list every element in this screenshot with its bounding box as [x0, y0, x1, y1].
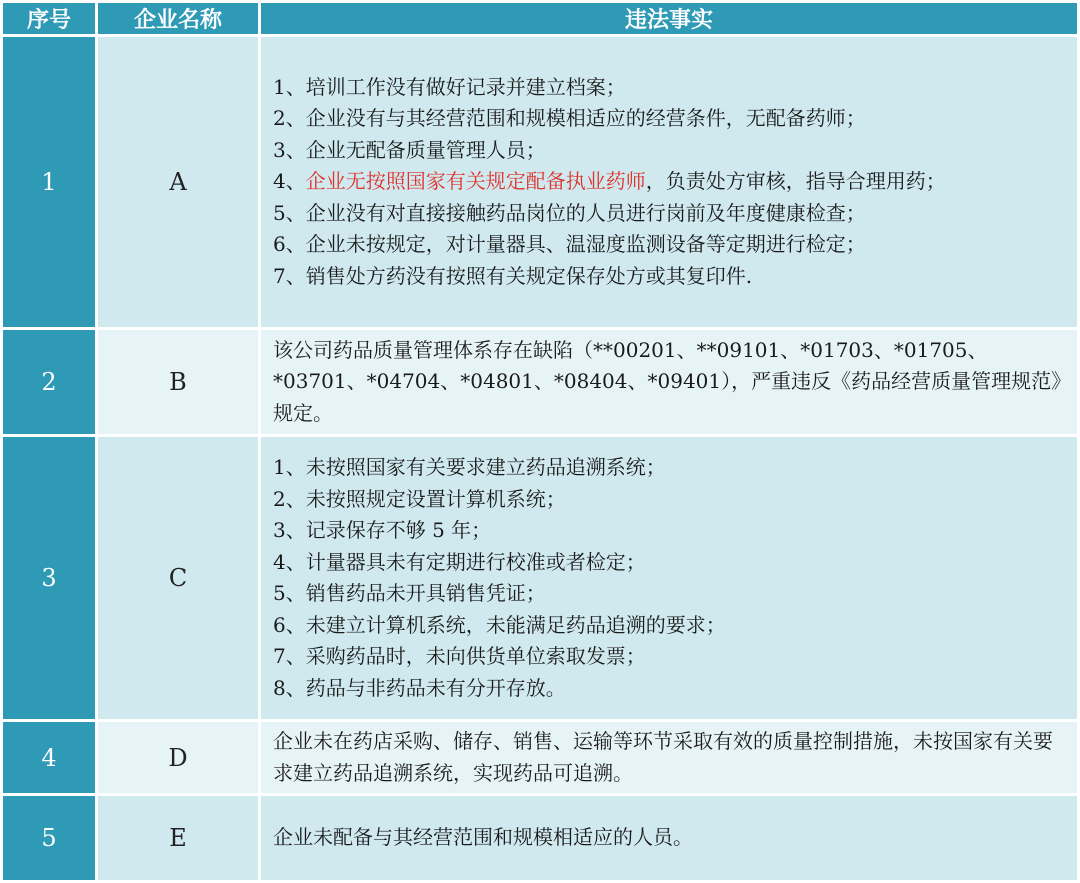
company-name: E [98, 796, 258, 880]
row-index: 5 [3, 796, 95, 880]
fact-line: 6、企业未按规定，对计量器具、温湿度监测设备等定期进行检定； [273, 232, 866, 257]
highlighted-violation: 企业无按照国家有关规定配备执业药师 [305, 169, 646, 194]
fact-number: 4、 [273, 169, 306, 194]
fact-line: 该公司药品质量管理体系存在缺陷（**00201、**09101、*01703、*01705、*03701、*04704、*04801、*08404、*09401），严重违反《药品经营质量管理规范》规定。 [273, 337, 1062, 425]
fact-line: 8、药品与非药品未有分开存放。 [273, 675, 566, 700]
table-row [3, 37, 1077, 327]
fact-line: 6、未建立计算机系统，未能满足药品追溯的要求； [273, 612, 726, 637]
fact-line: 7、采购药品时，未向供货单位索取发票； [273, 644, 646, 668]
fact-line: 1、培训工作没有做好记录并建立档案； [273, 74, 626, 99]
fact-line: 3、企业无配备质量管理人员； [273, 137, 546, 162]
company-name: A [98, 37, 258, 327]
fact-line: 3、记录保存不够 5 年； [273, 518, 492, 542]
header-facts: 违法事实 [261, 3, 1077, 34]
header-index: 序号 [3, 3, 95, 34]
company-name: D [98, 722, 258, 793]
header-company: 企业名称 [98, 3, 258, 34]
row-index: 4 [3, 722, 95, 793]
fact-line: 1、未按照国家有关要求建立药品追溯系统； [273, 455, 666, 479]
facts-cell [261, 437, 1077, 719]
facts-cell [261, 37, 1077, 327]
facts-cell [261, 722, 1077, 793]
table-row [3, 796, 1077, 880]
fact-line: 5、企业没有对直接接触药品岗位的人员进行岗前及年度健康检查； [273, 200, 866, 225]
fact-line: 企业未在药店采购、储存、销售、运输等环节采取有效的质量控制措施，未按国家有关要求建立药品追溯系统，实现药品可追溯。 [273, 729, 1053, 785]
row-index: 2 [3, 330, 95, 434]
company-name: C [98, 437, 258, 719]
company-name: B [98, 330, 258, 434]
table-row [3, 722, 1077, 793]
fact-line: 2、未按照规定设置计算机系统； [273, 486, 566, 511]
fact-line: 4、计量器具未有定期进行校准或者检定； [273, 549, 646, 574]
header-row [3, 3, 1077, 34]
fact-line: 企业未配备与其经营范围和规模相适应的人员。 [273, 825, 693, 850]
table-row [3, 437, 1077, 719]
fact-line: 5、销售药品未开具销售凭证； [273, 581, 546, 605]
row-index: 1 [3, 37, 95, 327]
facts-cell [261, 796, 1077, 880]
facts-cell [261, 330, 1077, 434]
fact-line-4 [273, 166, 1069, 198]
fact-continuation: ，负责处方审核，指导合理用药； [645, 169, 946, 194]
fact-line: 2、企业没有与其经营范围和规模相适应的经营条件，无配备药师； [273, 106, 866, 131]
row-index: 3 [3, 437, 95, 719]
table-row [3, 330, 1077, 434]
fact-line: 7、销售处方药没有按照有关规定保存处方或其复印件. [273, 263, 753, 288]
